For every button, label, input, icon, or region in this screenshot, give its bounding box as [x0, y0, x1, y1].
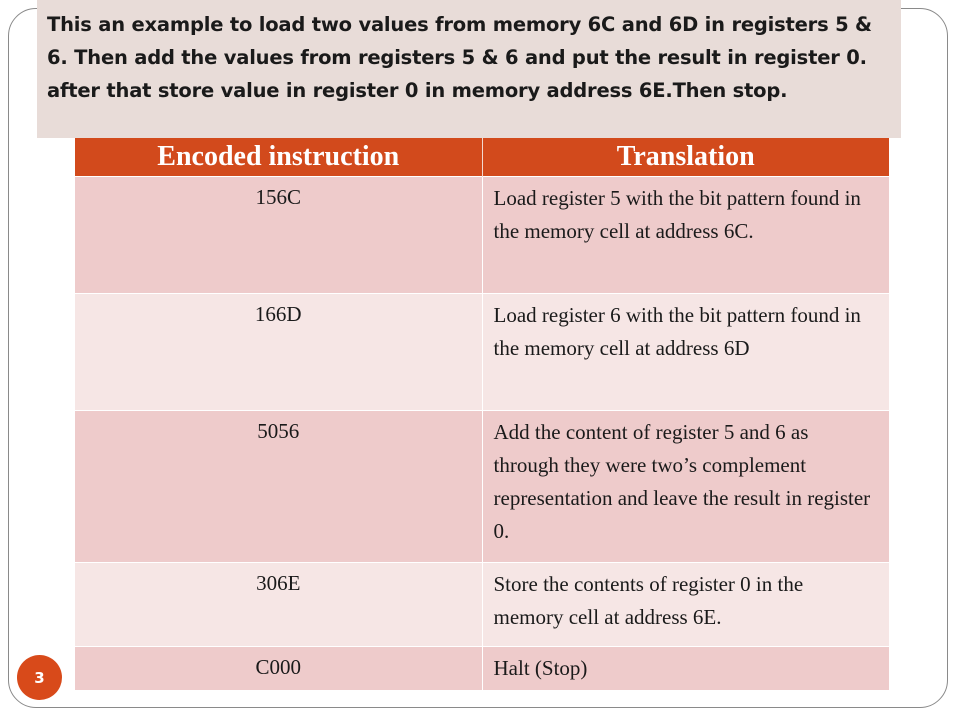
table-row — [75, 647, 889, 690]
instruction-code: C000 — [75, 647, 482, 690]
page-number-badge: 3 — [17, 655, 62, 700]
instruction-table-container — [75, 138, 889, 690]
example-description-callout — [37, 0, 901, 138]
instruction-translation: Halt (Stop) — [482, 647, 889, 690]
instruction-code: 166D — [75, 294, 482, 411]
instruction-translation: Store the contents of register 0 in the memory cell at address 6E. — [482, 563, 889, 647]
table-header-row — [75, 138, 889, 177]
table-row — [75, 294, 889, 411]
header-encoded-instruction: Encoded instruction — [75, 138, 482, 177]
header-translation: Translation — [482, 138, 889, 177]
instruction-code: 5056 — [75, 411, 482, 563]
table-row — [75, 411, 889, 563]
table-row — [75, 177, 889, 294]
example-description-text: This an example to load two values from memory 6C and 6D in registers 5 & 6. Then add the values from registers 5 & 6 and put the result in register 0. after that store value in register 0 in memory address 6E.Then stop. — [47, 13, 872, 102]
instruction-code: 156C — [75, 177, 482, 294]
instruction-translation: Load register 5 with the bit pattern found in the memory cell at address 6C. — [482, 177, 889, 294]
instruction-table — [75, 138, 889, 690]
table-row — [75, 563, 889, 647]
instruction-code: 306E — [75, 563, 482, 647]
instruction-translation: Load register 6 with the bit pattern found in the memory cell at address 6D — [482, 294, 889, 411]
instruction-translation: Add the content of register 5 and 6 as through they were two’s complement representation and leave the result in register 0. — [482, 411, 889, 563]
